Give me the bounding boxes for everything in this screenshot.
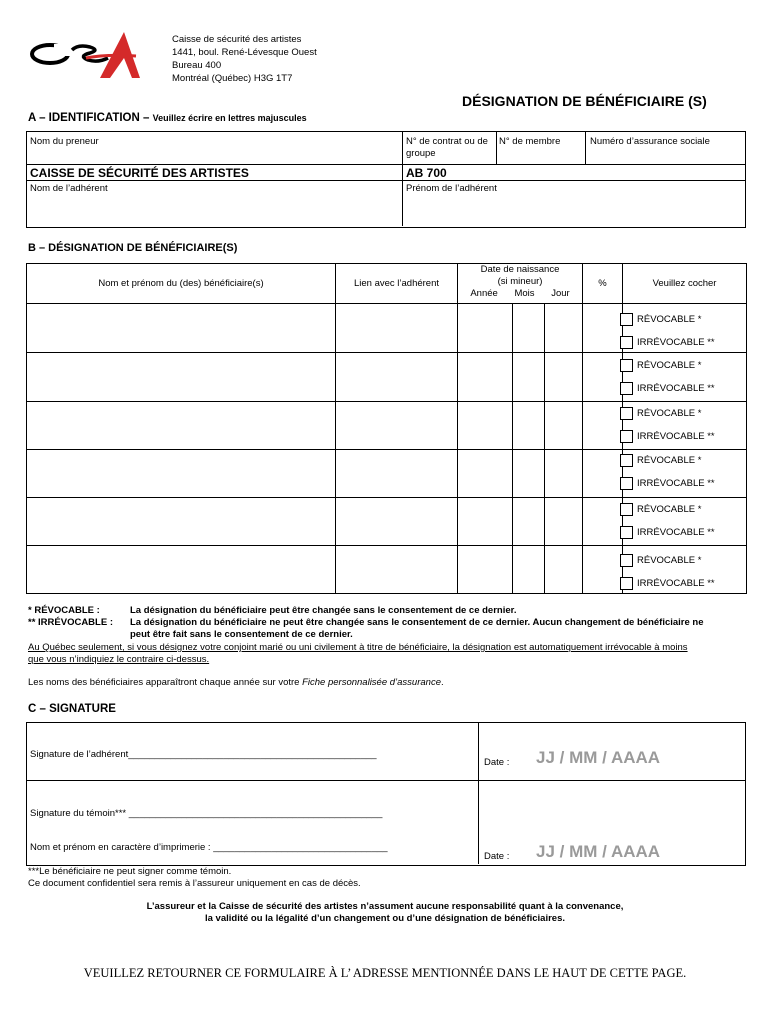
birth-day-cell[interactable]: [545, 498, 583, 546]
revocable-label: RÉVOCABLE *: [637, 455, 702, 466]
annual-note: [28, 677, 444, 688]
irrevocable-label: IRRÉVOCABLE **: [637, 527, 715, 538]
percent-cell[interactable]: [583, 353, 623, 402]
revocable-note-text: La désignation du bénéficiaire peut être changée sans le consentement de ce dernier.: [130, 605, 517, 616]
adherent-nom-label: Nom de l’adhérent: [30, 183, 108, 194]
revocable-checkbox[interactable]: [620, 554, 633, 567]
contrat-label: N° de contrat ou de groupe: [406, 136, 488, 159]
irrevocable-option[interactable]: [620, 475, 715, 492]
beneficiary-relation-cell[interactable]: [336, 450, 458, 498]
printed-name-line[interactable]: Nom et prénom en caractère d’imprimerie : _________________________________: [30, 842, 388, 853]
irrevocable-label: IRRÉVOCABLE **: [637, 431, 715, 442]
irrevocable-option[interactable]: [620, 524, 715, 541]
confidential-footnote: Ce document confidentiel sera remis à l’assureur uniquement en cas de décès.: [28, 878, 361, 889]
adherent-signature-line[interactable]: Signature de l’adhérent_______________________________________________: [30, 749, 377, 760]
birth-year-cell[interactable]: [458, 498, 513, 546]
csa-logo: [28, 28, 143, 83]
witness-footnote: ***Le bénéficiaire ne peut signer comme témoin.: [28, 866, 232, 877]
beneficiary-name-cell[interactable]: [27, 402, 336, 450]
beneficiary-relation-cell[interactable]: [336, 546, 458, 594]
percent-cell[interactable]: [583, 498, 623, 546]
section-c-title: C – SIGNATURE: [28, 703, 116, 715]
irrevocable-checkbox[interactable]: [620, 430, 633, 443]
disclaimer-line-1: L’assureur et la Caisse de sécurité des artistes n’assument aucune responsabilité quant à la convenance,: [146, 901, 624, 912]
adherent-prenom-input[interactable]: [403, 196, 743, 225]
revocable-label: RÉVOCABLE *: [637, 555, 702, 566]
adherent-prenom-label: Prénom de l’adhérent: [406, 183, 497, 194]
birth-year-cell[interactable]: [458, 304, 513, 353]
birth-day-cell[interactable]: [545, 546, 583, 594]
date-label: Date de naissance: [480, 264, 560, 275]
percent-cell[interactable]: [583, 546, 623, 594]
contrat-value[interactable]: AB 700: [406, 166, 447, 180]
annee-label: Année: [470, 288, 498, 299]
revocable-checkbox[interactable]: [620, 359, 633, 372]
birth-year-cell[interactable]: [458, 402, 513, 450]
beneficiary-name-cell[interactable]: [27, 450, 336, 498]
membre-label: N° de membre: [499, 136, 561, 147]
mois-label: Mois: [514, 288, 535, 299]
revocable-checkbox[interactable]: [620, 454, 633, 467]
preneur-label: Nom du preneur: [30, 136, 99, 147]
irrevocable-option[interactable]: [620, 334, 715, 351]
address-line: Bureau 400: [172, 60, 222, 71]
birth-day-cell[interactable]: [545, 353, 583, 402]
annual-note-prefix: Les noms des bénéficiaires apparaîtront chaque année sur votre: [28, 677, 300, 688]
irrevocable-checkbox[interactable]: [620, 336, 633, 349]
annual-note-suffix: .: [440, 677, 444, 688]
annual-note-italic: Fiche personnalisée d’assurance: [302, 677, 441, 688]
address-line: Montréal (Québec) H3G 1T7: [172, 73, 293, 84]
birth-month-cell[interactable]: [513, 402, 545, 450]
irrevocable-checkbox[interactable]: [620, 382, 633, 395]
irrevocable-checkbox[interactable]: [620, 526, 633, 539]
revocable-checkbox[interactable]: [620, 503, 633, 516]
beneficiary-relation-cell[interactable]: [336, 498, 458, 546]
irrevocable-label: IRRÉVOCABLE **: [637, 578, 715, 589]
irrevocable-label: IRRÉVOCABLE **: [637, 337, 715, 348]
beneficiary-name-cell[interactable]: [27, 353, 336, 402]
revocable-checkbox[interactable]: [620, 313, 633, 326]
birth-month-cell[interactable]: [513, 546, 545, 594]
percent-cell[interactable]: [583, 402, 623, 450]
revocable-label: RÉVOCABLE *: [637, 360, 702, 371]
birth-month-cell[interactable]: [513, 498, 545, 546]
irrevocable-checkbox[interactable]: [620, 477, 633, 490]
birth-day-cell[interactable]: [545, 450, 583, 498]
csa-logo-graphic: [28, 28, 143, 83]
beneficiary-name-cell[interactable]: [27, 304, 336, 353]
irrevocable-note-key: ** IRRÉVOCABLE :: [28, 617, 113, 628]
revocable-note-key: * RÉVOCABLE :: [28, 605, 100, 616]
birth-year-cell[interactable]: [458, 546, 513, 594]
birth-day-cell[interactable]: [545, 402, 583, 450]
revocable-option[interactable]: [620, 311, 701, 328]
adherent-nom-input[interactable]: [27, 196, 401, 225]
section-b-title: B – DÉSIGNATION DE BÉNÉFICIAIRE(S): [28, 242, 238, 254]
witness-signature-line[interactable]: Signature du témoin*** ________________________________________________: [30, 808, 383, 819]
birth-month-cell[interactable]: [513, 353, 545, 402]
irrevocable-option[interactable]: [620, 428, 715, 445]
date-field-1[interactable]: JJ / MM / AAAA: [536, 748, 661, 767]
col-header-cocher: Veuillez cocher: [623, 264, 747, 304]
col-header-pct: %: [583, 264, 623, 304]
col-header-lien: Lien avec l’adhérent: [336, 264, 458, 304]
revocable-option[interactable]: [620, 452, 701, 469]
beneficiary-name-cell[interactable]: [27, 546, 336, 594]
revocable-option[interactable]: [620, 501, 701, 518]
revocable-option[interactable]: [620, 357, 701, 374]
birth-day-cell[interactable]: [545, 304, 583, 353]
beneficiary-relation-cell[interactable]: [336, 304, 458, 353]
irrevocable-label: IRRÉVOCABLE **: [637, 478, 715, 489]
nas-label: Numéro d’assurance sociale: [590, 136, 710, 147]
irrevocable-label: IRRÉVOCABLE **: [637, 383, 715, 394]
birth-year-cell[interactable]: [458, 353, 513, 402]
section-a-title: A – IDENTIFICATION –: [28, 112, 150, 124]
percent-cell[interactable]: [583, 450, 623, 498]
birth-month-cell[interactable]: [513, 304, 545, 353]
quebec-note-1: Au Québec seulement, si vous désignez votre conjoint marié ou uni civilement à titre de bénéficiaire, la désignation est automatiquement irrévocable à moins: [28, 642, 688, 653]
address-line: Caisse de sécurité des artistes: [172, 34, 302, 45]
preneur-value[interactable]: CAISSE DE SÉCURITÉ DES ARTISTES: [30, 166, 249, 180]
beneficiary-relation-cell[interactable]: [336, 402, 458, 450]
return-instruction: VEUILLEZ RETOURNER CE FORMULAIRE À L’ ADRESSE MENTIONNÉE DANS LE HAUT DE CETTE PAGE.: [83, 966, 687, 980]
date-field-2[interactable]: JJ / MM / AAAA: [536, 842, 661, 861]
date-sublabel: (si mineur): [497, 276, 543, 287]
col-header-nom: Nom et prénom du (des) bénéficiaire(s): [27, 264, 336, 304]
beneficiary-name-cell[interactable]: [27, 498, 336, 546]
beneficiary-relation-cell[interactable]: [336, 353, 458, 402]
irrevocable-note-text-2: peut être fait sans le consentement de ce dernier.: [130, 629, 353, 640]
birth-month-cell[interactable]: [513, 450, 545, 498]
jour-label: Jour: [551, 288, 570, 299]
irrevocable-checkbox[interactable]: [620, 577, 633, 590]
address-line: 1441, boul. René-Lévesque Ouest: [172, 47, 317, 58]
date-label-2: Date :: [484, 851, 510, 862]
col-header-date: [458, 264, 583, 304]
address-block: [172, 33, 317, 85]
date-label-1: Date :: [484, 757, 510, 768]
revocable-checkbox[interactable]: [620, 407, 633, 420]
irrevocable-note-text-1: La désignation du bénéficiaire ne peut être changée sans le consentement de ce dernier. Aucun changement de bénéficiaire ne: [130, 617, 704, 628]
disclaimer-line-2: la validité ou la légalité d’un changement ou d’une désignation de bénéficiaires.: [204, 913, 566, 924]
irrevocable-option[interactable]: [620, 575, 715, 592]
revocable-label: RÉVOCABLE *: [637, 504, 702, 515]
irrevocable-option[interactable]: [620, 380, 715, 397]
percent-cell[interactable]: [583, 304, 623, 353]
section-a-subtitle: Veuillez écrire en lettres majuscules: [152, 113, 307, 123]
section-a-heading: [28, 112, 307, 124]
revocable-option[interactable]: [620, 405, 701, 422]
quebec-note-2: que vous n’indiquiez le contraire ci-dessus.: [28, 654, 210, 665]
revocable-label: RÉVOCABLE *: [637, 408, 702, 419]
birth-year-cell[interactable]: [458, 450, 513, 498]
revocable-option[interactable]: [620, 552, 701, 569]
form-title: DÉSIGNATION DE BÉNÉFICIAIRE (S): [462, 93, 707, 109]
revocable-label: RÉVOCABLE *: [637, 314, 702, 325]
